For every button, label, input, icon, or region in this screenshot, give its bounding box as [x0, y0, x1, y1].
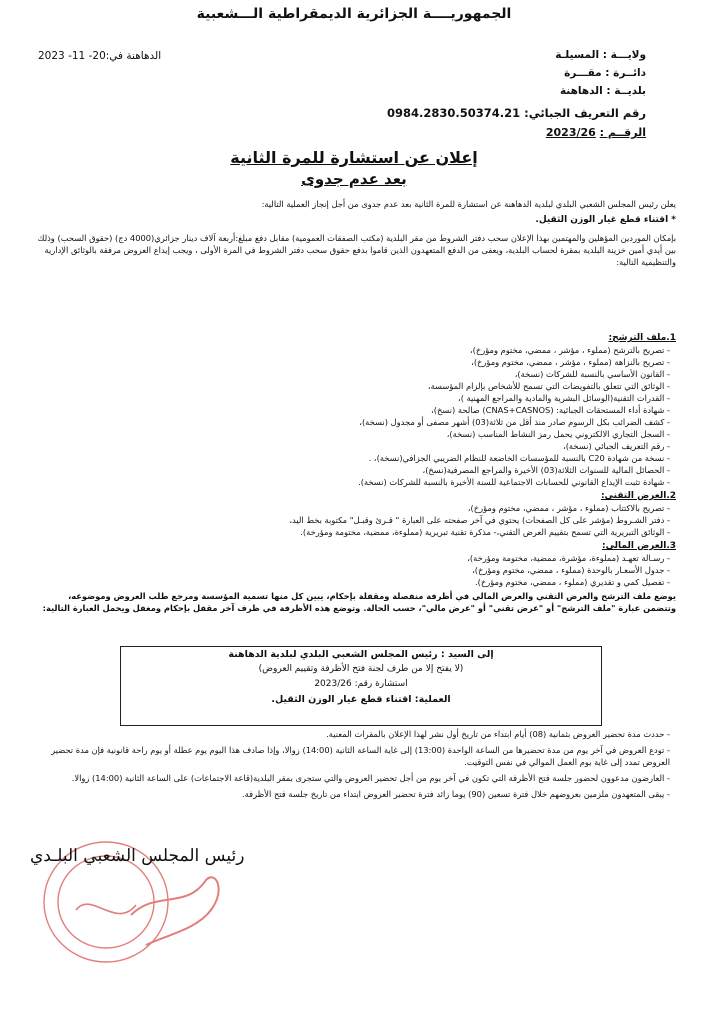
box-notice: (لا يفتح إلا من طرف لجنة فتح الأظرفة وتقييم العروض) — [258, 664, 464, 674]
list-item: - تودع العروض في آخر يوم من مدة تحضيرها من الساعة الواحدة (13:00) إلى غاية الساعة الثانية (14:00) زوالا، وإذا صادف هذا اليوم يوم عطلة أو يوم راحة قانونية فإن مدة تحضير العروض تمدد إلى غاية يوم العمل الموالي في نفس التوقيت. — [36, 744, 670, 768]
signature-title: رئيس المجلس الشعبي البلـدي — [30, 846, 245, 866]
list-item: - حددت مدة تحضير العروض بثمانية (08) أيام ابتداء من تاريخ أول نشر لهذا الإعلان بالمقرات المعنية. — [36, 728, 670, 740]
place-date: الدهاهنة في:20- 11- 2023 — [38, 50, 162, 62]
list-item: - تصريح بالترشح (مملوء ، مؤشر ، ممضي، مختوم ومؤرخ)، — [36, 344, 670, 356]
reference-label: الرقــم : — [599, 126, 646, 139]
admin-line-daira: دائــرة : مقـــرة — [564, 67, 646, 79]
tax-id-label: رقم التعريف الجبائي: — [524, 106, 646, 120]
admin-line-wilaya: ولايـــة : المسيلـة — [555, 49, 646, 61]
box-consultation-number: استشارة رقم: 2023/26 — [314, 679, 408, 689]
box-addressee: إلى السيد : رئيس المجلس الشعبي البلدي لبلدية الدهاهنة — [228, 649, 494, 660]
list-item: - تصريح بالاكتتاب (مملوء ، مؤشر ، ممضي، مختوم ومؤرخ)، — [36, 502, 670, 514]
reference-number: 2023/26 — [545, 126, 596, 139]
section-title-candidacy: 1.ملف الترشح: — [608, 333, 676, 343]
closing-conditions — [36, 728, 676, 804]
list-item: - العارضون مدعوون لحضور جلسة فتح الأظرفة التي تكون في آخر يوم من أجل تحضير العروض والتي ستجرى بمقر البلدية(قاعة الاجتماعات) على الساعة الثانية (14:00) زوالا. — [36, 772, 670, 784]
section-title-technical: 2.العرض التقني: — [600, 491, 676, 501]
tax-id-value: 0984.2830.50374.21 — [386, 106, 521, 120]
list-item: - رسـالة تعهـد (مملوءة، مؤشرة، ممضية، مختومة ومؤرخة)، — [36, 552, 670, 564]
envelope-label-box — [120, 646, 602, 726]
availability-paragraph: بإمكان الموردين المؤهلين والمهتمين بهذا الإعلان سحب دفتر الشروط من مقر البلدية (مكتب الصفقات العمومية) مقابل دفع مبلغ:أربعة آلاف دينار جزائري(4000 دج) (حقوق السحب) وذلك بين أيدي أمين خزينة البلدية بمقرة لحساب البلدية، ويعفى من الدفع المتعهدون الذين قاموا بدفع حقوق سحب دفتر الشروط في المرة الأولى ، ويجب إيداع العروض مرفقة بالوثائق الإدارية والتنظيمية التالية: — [37, 233, 676, 267]
list-item: - الوثائق التي تتعلق بالتفويضات التي تسمح للأشخاص بإلزام المؤسسة، — [36, 380, 670, 392]
required-documents — [36, 330, 676, 614]
list-item: - نسخة من شهادة C20 بالنسبة للمؤسسات الخاضعة للنظام الضريبي الجزافي(نسخة)، . — [36, 452, 670, 464]
list-item: - يبقى المتعهدون ملزمين بعروضهم خلال فترة تسعين (90) يوما زائد فترة تحضير العروض ابتداء من تاريخ جلسة فتح الأظرفة. — [36, 788, 670, 800]
admin-line-commune: بلديــة : الدهاهنة — [559, 85, 646, 97]
intro-paragraph: يعلن رئيس المجلس الشعبي البلدي لبلدية الدهاهنة عن استشارة للمرة الثانية بعد عدم جدوى من أجل إنجاز العملية التالية: — [261, 199, 676, 209]
list-item: - جدول الأسعـار بالوحدة (مملوء ، ممضي، مختوم ومؤرخ)، — [36, 564, 670, 576]
list-item: - السجل التجاري الالكتروني يحمل رمز النشاط المناسب (نسخة)، — [36, 428, 670, 440]
list-item: - الوثائق التبريرية التي تسمح بتقييم العرض التقني،- مذكرة تقنية تبريرية (مملوءة، ممضية، مختومة ومؤرخة). — [36, 526, 670, 538]
list-item: - كشف الضرائب بكل الرسوم صادر منذ أقل من ثلاثة(03) أشهر مصفى أو مجدول (نسخة)، — [36, 416, 670, 428]
section-title-financial: 3.العرض المالي: — [601, 541, 676, 551]
republic-heading: الجمهوريــــة الجزائرية الديمقراطية الـــشعبية — [196, 6, 512, 22]
list-item: - رقم التعريف الجبائي (نسخة)، — [36, 440, 670, 452]
technical-list — [36, 502, 676, 538]
reference-line — [546, 126, 646, 139]
list-item: - تفصيل كمي و تقديري (مملوء ، ممضي، مختوم ومؤرخ). — [36, 576, 670, 588]
list-item: - الحصائل المالية للسنوات الثلاثة(03) الأخيرة والمراجع المصرفية(نسخ)، — [36, 464, 670, 476]
candidacy-list — [36, 344, 676, 488]
list-item: - شهادة أداء المستحقات الجبائية: (CNAS+CASNOS) صالحة (نسخ)، — [36, 404, 670, 416]
list-item: - شهادة تثبت الإيداع القانوني للحسابات الاجتماعية للسنة الأخيرة بالنسبة للشركات (نسخة). — [36, 476, 670, 488]
list-item: - دفتر الشـروط (مؤشر على كل الصفحات) يحتوي في آخر صفحته على العبارة " قـرئ وقبـل" مكتوبة بخط اليد، — [36, 514, 670, 526]
list-item: - القدرات التقنية(الوسائل البشرية والمادية والمراجع المهنية )، — [36, 392, 670, 404]
official-stamp — [36, 820, 236, 970]
box-operation: العملية: اقتناء قطع غيار الوزن الثقيل. — [271, 694, 451, 705]
list-item: - تصريح بالنزاهة (مملوء ، مؤشر ، ممضي، مختوم ومؤرخ)، — [36, 356, 670, 368]
tax-id-line — [387, 106, 646, 120]
admin-header — [555, 46, 646, 100]
envelope-instructions: يوضع ملف الترشح والعرض التقني والعرض المالي في أظرفة منفصلة ومقفلة بإحكام، يبين كل منها تسمية المؤسسة ومرجع طلب العروض وموضوعه، وتتضمن عبارة "ملف الترشح" أو "عرض تقني" أو "عرض مالي"، حسب الحالة. وتوضع هذه الأظرفة في ظرف آخر مقفل بإحكام ومغفل ويحمل العبارة التالية: — [42, 591, 676, 613]
list-item: - القانون الأساسي بالنسبة للشركات (نسخة)، — [36, 368, 670, 380]
page-title: إعلان عن استشارة للمرة الثانية — [230, 148, 478, 167]
page-subtitle: بعد عدم جدوى — [301, 170, 407, 188]
operation-line: * اقتناء قطع غيار الوزن الثقيل. — [535, 215, 676, 225]
financial-list — [36, 552, 676, 588]
